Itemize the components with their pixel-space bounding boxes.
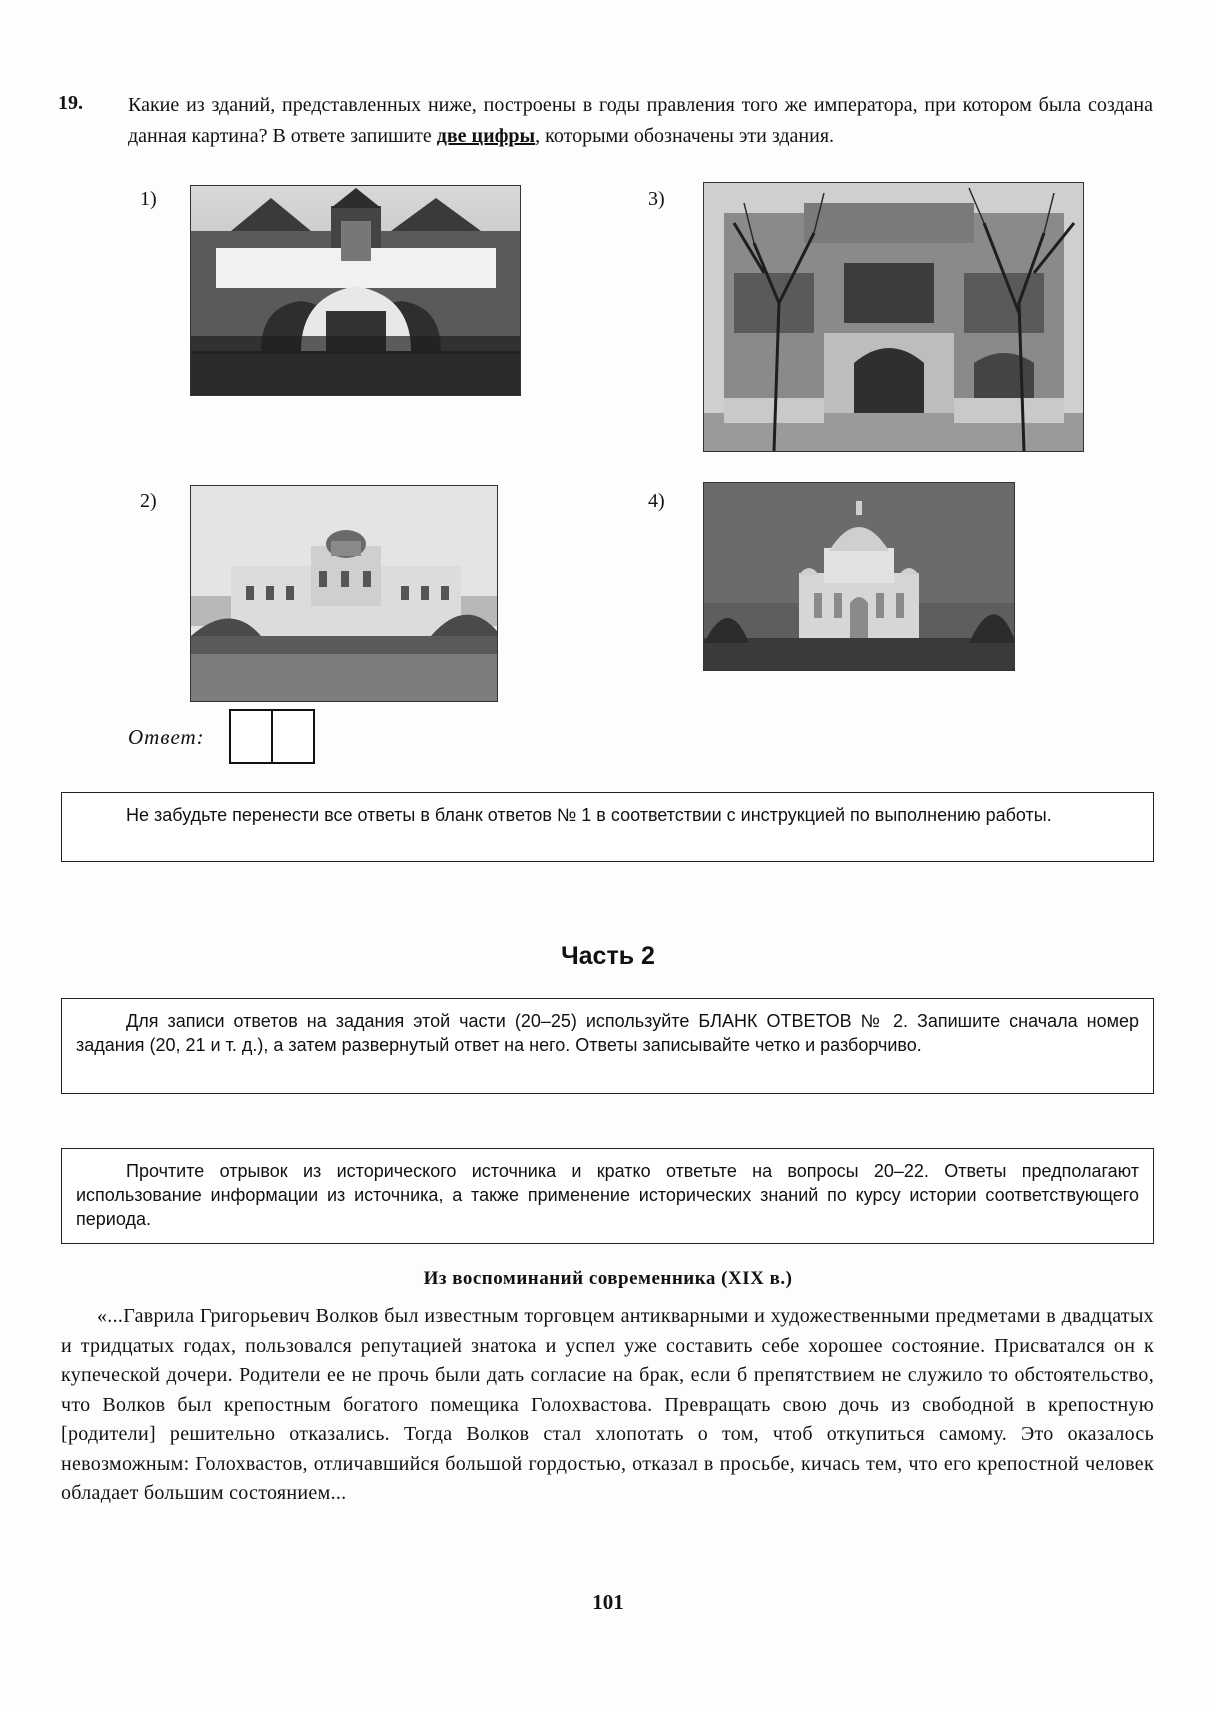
source-text-body: «...Гаврила Григорьевич Волков был известным торговцем антикварными и художественными предметами в двадцатых и тридцатых годах, пользовался репутацией знатока и успел уже составить себе хорошее состояние. Присватался он к купеческой дочери. Родители ее не прочь были дать согласие на брак, если б препятствием не служило то обстоятельство, что Волков был крепостным богатого помещика Голохвастова. Превращать свою дочь из свободной в крепостную [родители] решительно отказались. Тогда Волков стал хлопотать о том, чтоб откупиться самому. Это оказалось невозможным: Голохвастов, отличавшийся большой гордостью, отказал в просьбе, кичась тем, что его крепостной человек обладает большим состоянием... xyxy=(61,1305,1154,1504)
reading-task-box xyxy=(61,1148,1154,1244)
part-2-instructions xyxy=(61,998,1154,1094)
reading-task-text: Прочтите отрывок из исторического источника и кратко ответьте на вопросы 20–22. Ответы предполагают использование информации из источника, а также применение исторических знаний по курсу истории соответствующего периода. xyxy=(76,1161,1139,1229)
question-number: 19. xyxy=(58,92,83,114)
image-3-label: 3) xyxy=(648,188,665,210)
source-title: Из воспоминаний современника (XIX в.) xyxy=(423,1268,793,1289)
question-text-part: , которыми обозначены эти здания. xyxy=(535,125,835,147)
question-text-part: Какие из зданий, представленных ниже, построены в годы правления того же императора, при котором была создана данная картина? В ответе запишите xyxy=(128,94,1153,147)
page-number: 101 xyxy=(592,1590,624,1614)
source-text xyxy=(61,1302,1154,1509)
image-4-label: 4) xyxy=(648,490,665,512)
art-nouveau-mansion-photo xyxy=(703,182,1084,452)
instructions-text: Для записи ответов на задания этой части (20–25) используйте БЛАНК ОТВЕТОВ № 2. Запишите сначала номер задания (20, 21 и т. д.), а затем развернутый ответ на него. Ответы записывайте четко и разборчиво. xyxy=(76,1011,1139,1055)
transfer-answers-notice xyxy=(61,792,1154,862)
pashkov-house-photo xyxy=(190,485,498,702)
cathedral-photo xyxy=(703,482,1015,671)
answer-cell-2[interactable] xyxy=(271,709,315,764)
tretyakov-gallery-photo xyxy=(190,185,521,396)
question-text xyxy=(128,90,1153,152)
question-emphasis: две цифры xyxy=(436,125,536,147)
part-2-title: Часть 2 xyxy=(561,942,655,970)
answer-cell-1[interactable] xyxy=(229,709,273,764)
notice-text: Не забудьте перенести все ответы в бланк ответов № 1 в соответствии с инструкцией по выполнению работы. xyxy=(126,805,1052,825)
image-2-label: 2) xyxy=(140,490,157,512)
image-1-label: 1) xyxy=(140,188,157,210)
answer-label: Ответ: xyxy=(128,725,205,749)
